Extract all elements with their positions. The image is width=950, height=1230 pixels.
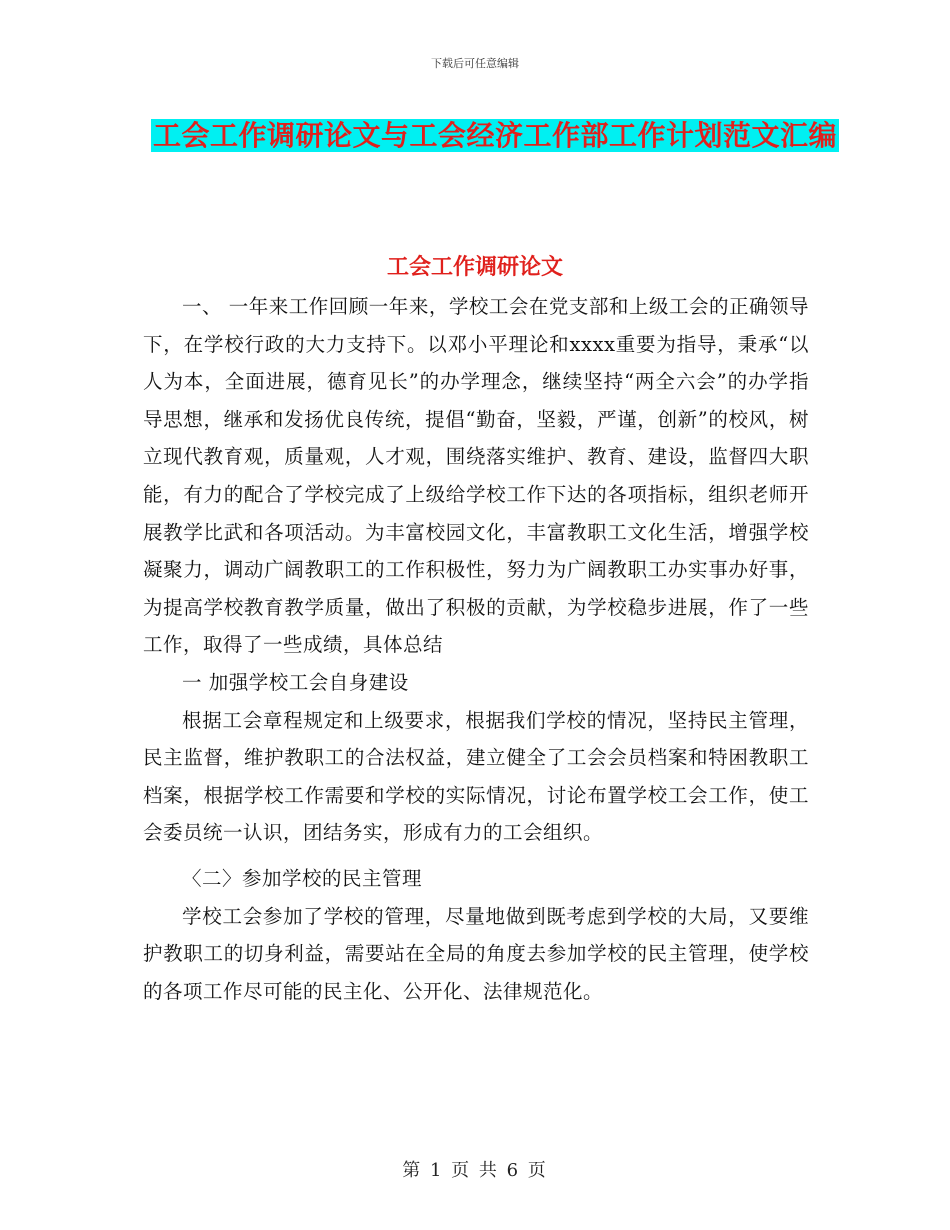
paragraph-review: 一、 一年来工作回顾一年来，学校工会在党支部和上级工会的正确领导下，在学校行政的大力支持下。以邓小平理论和xxxx重要为指导，秉承“以人为本，全面进展，德育见长”的办学理念，继续坚持“两全六会”的办学指导思想，继承和发扬优良传统，提倡“勤奋，坚毅，严谨，创新”的校风，树立现代教育观，质量观，人才观，围绕落实维护、教育、建设，监督四大职能，有力的配合了学校完成了上级给学校工作下达的各项指标，组织老师开展教学比武和各项活动。为丰富校园文化，丰富教职工文化生活，增强学校凝聚力，调动广阔教职工的工作积极性，努力为广阔教职工办实事办好事，为提高学校教育教学质量，做出了积极的贡献，为学校稳步进展，作了一些工作，取得了一些成绩，具体总结 — [143, 295, 809, 657]
document-body — [143, 288, 809, 1010]
document-title-text: 工会工作调研论文与工会经济工作部工作计划范文汇编 — [152, 119, 837, 152]
paragraph-democratic-management: 学校工会参加了学校的管理，尽量地做到既考虑到学校的大局，又要维护教职工的切身利益，需要站在全局的角度去参加学校的民主管理，使学校的各项工作尽可能的民主化、公开化、法律规范化。 — [143, 904, 809, 1003]
page-number: 第 1 页 共 6 页 — [402, 1160, 548, 1181]
document-title — [150, 112, 840, 160]
section-title: 工会工作调研论文 — [386, 255, 563, 280]
subheading-self-building: 一 加强学校工会自身建设 — [182, 670, 409, 694]
paragraph-self-building: 根据工会章程规定和上级要求，根据我们学校的情况，坚持民主管理，民主监督，维护教职工的合法权益，建立健全了工会会员档案和特困教职工档案，根据学校工作需要和学校的实际情况，讨论布置学校工会工作，使工会委员统一认识，团结务实，形成有力的工会组织。 — [143, 708, 809, 845]
subheading-democratic-management: 〈二〉参加学校的民主管理 — [182, 866, 423, 890]
header-note: 下载后可任意编辑 — [431, 57, 519, 70]
